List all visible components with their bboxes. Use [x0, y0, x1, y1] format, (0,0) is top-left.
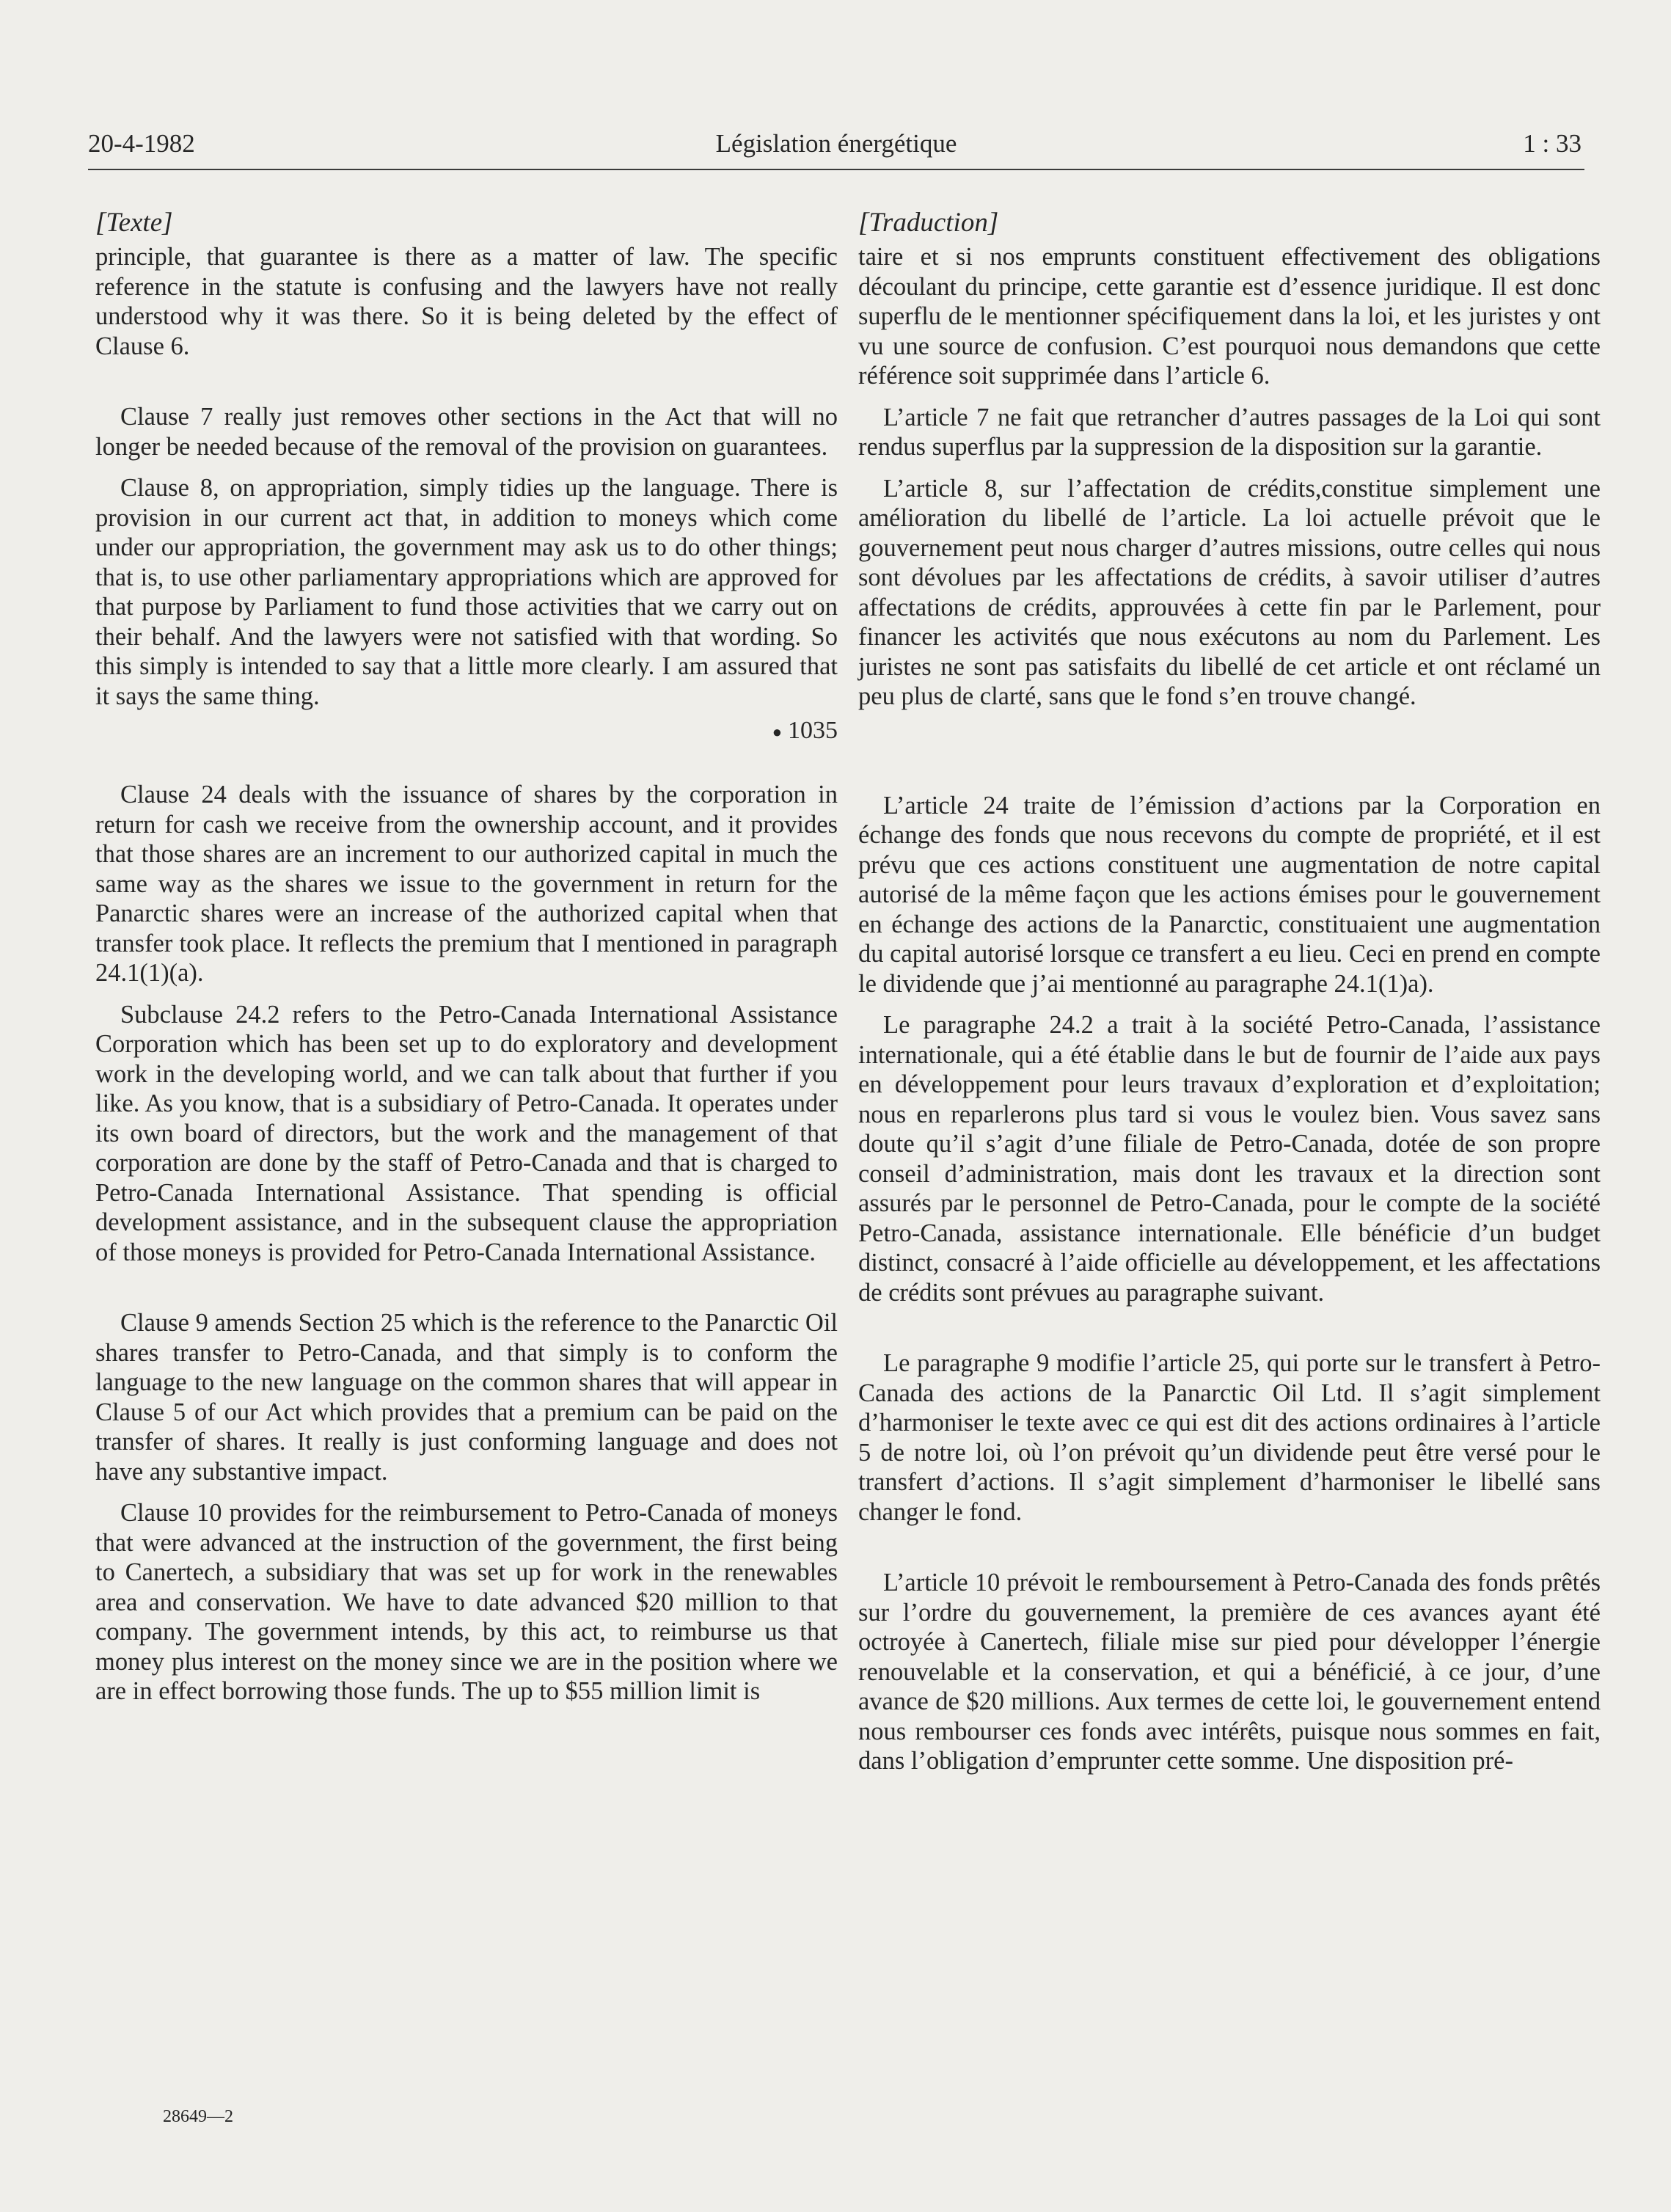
paragraph: L’article 10 prévoit le remboursement à Petro-Canada des fonds prêtés sur l’ordre du gouvernement, la première de ces avances ayant été octroyée à Canertech, filiale mise sur pied pour développer l’énergie renouvelable et la conservation, et qui a bénéficié, à ce jour, d’une avance de $20 millions. Aux termes de cette loi, le gouvernement entend nous rembourser ces fonds avec intérêts, puisque nous sommes en fait, dans l’obligation d’emprunter cette somme. Une disposition pré-: [858, 1569, 1601, 1775]
paragraph: Le paragraphe 24.2 a trait à la société Petro-Canada, l’assistance internationale, qui a été établie dans le but de fournir de l’aide aux pays en développement pour leurs travaux d’exploration et d’exploitation; nous en reparlerons plus tard si vous le voulez bien. Vous savez sans doute qu’il s’agit d’une filiale de Petro-Canada, dotée de son propre conseil d’administration, mais dont les travaux et la direction sont assurés par le personnel de Petro-Canada, pour le compte de la société Petro-Canada, assistance internationale. Elle bénéficie d’un budget distinct, consacré à l’aide officielle au développement, et les affectations de crédits sont prévues au paragraphe suivant.: [858, 1011, 1601, 1307]
paragraph: L’article 24 traite de l’émission d’actions par la Corporation en échange des fonds que nous recevons du compte de propriété, et il est prévu que ces actions constituent une augmentation de notre capital autorisé de la même façon que les actions émises pour le gouvernement en échange des actions de la Panarctic, constituaient une augmentation du capital autorisé lorsque ce transfert a eu lieu. Ceci en prend en compte le dividende que j’ai mentionné au paragraphe 24.1(1)a).: [858, 791, 1601, 998]
paragraph: Clause 24 deals with the issuance of shares by the corporation in return for cash we receive from the ownership account, and it provides that those shares are an increment to our authorized capital in much the same way as the shares we issue to the government in return for the Panarctic shares were an increase of the authorized capital when that transfer took place. It reflects the premium that I mentioned in paragraph 24.1(1)(a).: [95, 781, 838, 988]
footer-code: 28649—2: [163, 2107, 233, 2126]
paragraph: Clause 8, on appropriation, simply tidies up the language. There is provision in our current act that, in addition to moneys which come under our appropriation, the government may ask us to do other things; that is, to use other parliamentary appropriations which are approved for that purpose by Parliament to fund those activities that we carry out on their behalf. And the lawyers were not satisfied with that wording. So this simply is intended to say that a little more clearly. I am assured that it says the same thing.: [95, 474, 838, 710]
french-column: [858, 204, 1601, 1776]
english-column: [95, 204, 838, 1707]
paragraph: Clause 9 amends Section 25 which is the reference to the Panarctic Oil shares transfer to Petro-Canada, and that simply is to conform the language to the new language on the common shares that will appear in Clause 5 of our Act which provides that a premium can be paid on the transfer of shares. It really is just conforming language and does not have any substantive impact.: [95, 1309, 838, 1486]
column-label-traduction: [Traduction]: [858, 208, 999, 238]
paragraph: Clause 7 really just removes other sections in the Act that will no longer be needed because of the removal of the provision on guarantees.: [95, 403, 838, 461]
paragraph: Subclause 24.2 refers to the Petro-Canada International Assistance Corporation which has been set up to do exploratory and development work in the developing world, and we can talk about that further if you like. As you know, that is a subsidiary of Petro-Canada. It operates under its own board of directors, but the work and the management of that corporation are done by the staff of Petro-Canada and that is charged to Petro-Canada International Assistance. That spending is official development assistance, and in the subsequent clause the appropriation of those moneys is provided for Petro-Canada International Assistance.: [95, 1000, 838, 1266]
page-header: [88, 125, 1584, 170]
header-date: 20-4-1982: [88, 129, 195, 158]
paragraph: Le paragraphe 9 modifie l’article 25, qui porte sur le transfert à Petro-Canada des actions de la Panarctic Oil Ltd. Il s’agit simplement d’harmoniser le texte avec ce qui est dit des actions ordinaires à l’article 5 de notre loi, où l’on prévoit qu’un dividende peut être versé pour le transfert d’actions. Il s’agit simplement d’harmoniser le libellé sans changer le fond.: [858, 1349, 1601, 1526]
header-title: Législation énergétique: [715, 129, 957, 158]
paragraph: L’article 8, sur l’affectation de crédits,constitue simplement une amélioration du libellé de l’article. La loi actuelle prévoit que le gouvernement peut nous charger d’autres missions, outre celles qui nous sont dévolues par les affectations de crédits, à savoir utiliser d’autres affectations de crédits, approuvées à cette fin par le Parlement, pour financer les activités que nous exécutons au nom du Parlement. Les juristes ne sont pas satisfaits du libellé de cet article et ont réclamé un peu plus de clarté, sans que le fond s’en trouve changé.: [858, 474, 1601, 710]
paragraph: Clause 10 provides for the reimbursement to Petro-Canada of moneys that were advanced at the instruction of the government, the first being to Canertech, a subsidiary that was set up for work in the renewables area and conservation. We have to date advanced $20 million to that company. The government intends, by this act, to reimburse us that money plus interest on the money since we are in the position where we are in effect borrowing those funds. The up to $55 million limit is: [95, 1499, 838, 1706]
bullet-icon: ●: [772, 723, 782, 742]
paragraph: L’article 7 ne fait que retrancher d’autres passages de la Loi qui sont rendus superflus par la suppression de la disposition sur la garantie.: [858, 403, 1601, 461]
time-marker: ● 1035: [772, 717, 838, 744]
column-label-texte: [Texte]: [95, 208, 173, 238]
paragraph: principle, that guarantee is there as a matter of law. The specific reference in the statute is confusing and the lawyers have not really understood why it was there. So it is being deleted by the effect of Clause 6.: [95, 243, 838, 360]
paragraph: taire et si nos emprunts constituent effectivement des obligations découlant du principe, cette garantie est d’essence juridique. Il est donc superflu de le mentionner spécifiquement dans la loi, et les juristes y ont vu une source de confusion. C’est pourquoi nous demandons que cette référence soit supprimée dans l’article 6.: [858, 243, 1601, 390]
header-page-number: 1 : 33: [1523, 129, 1582, 158]
